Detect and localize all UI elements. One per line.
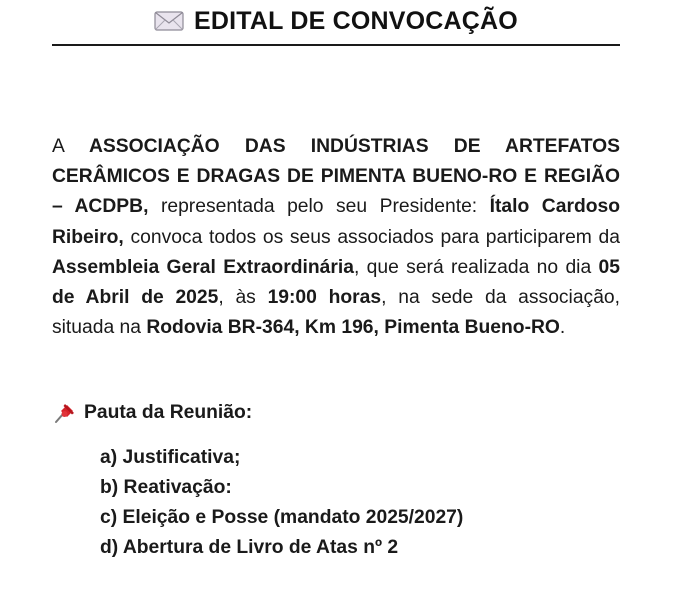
title-divider	[52, 44, 620, 46]
meeting-date: 05 de Abril de 2025	[52, 256, 620, 309]
meeting-time: 19:00 horas	[267, 287, 382, 309]
text-segment: , que será realizada no dia	[353, 256, 599, 278]
association-name: ASSOCIAÇÃO DAS INDÚSTRIAS DE ARTEFATOS CERÂMICOS E DRAGAS DE PIMENTA BUENO-RO E REGIÃO – ACDPB,	[52, 136, 620, 218]
convocation-paragraph	[52, 132, 620, 343]
text-segment: .	[559, 317, 566, 339]
text-segment: A	[52, 136, 89, 157]
agenda-item: a) Justificativa;	[100, 447, 241, 469]
text-segment: convoca todos os seus associados para participarem da	[123, 226, 620, 248]
meeting-address: Rodovia BR-364, Km 196, Pimenta Bueno-RO	[146, 317, 560, 339]
agenda-list	[100, 443, 620, 563]
pushpin-icon	[52, 401, 76, 425]
title-row	[52, 2, 620, 40]
agenda-heading	[52, 401, 620, 425]
agenda-item: d) Abertura de Livro de Atas nº 2	[100, 537, 399, 559]
text-segment: , às	[218, 287, 268, 309]
agenda-item: c) Eleição e Posse (mandato 2025/2027)	[100, 507, 464, 529]
agenda-title: Pauta da Reunião:	[84, 402, 253, 424]
text-segment: representada pelo seu Presidente:	[148, 196, 490, 218]
agenda-item: b) Reativação:	[100, 477, 232, 499]
text-segment: , na sede da associação, situada na	[52, 287, 621, 339]
document-page	[52, 0, 620, 563]
page-title: EDITAL DE CONVOCAÇÃO	[194, 6, 518, 35]
assembly-type: Assembleia Geral Extraordinária	[52, 256, 354, 278]
envelope-icon	[154, 11, 184, 31]
president-name: Ítalo Cardoso Ribeiro,	[52, 196, 621, 248]
